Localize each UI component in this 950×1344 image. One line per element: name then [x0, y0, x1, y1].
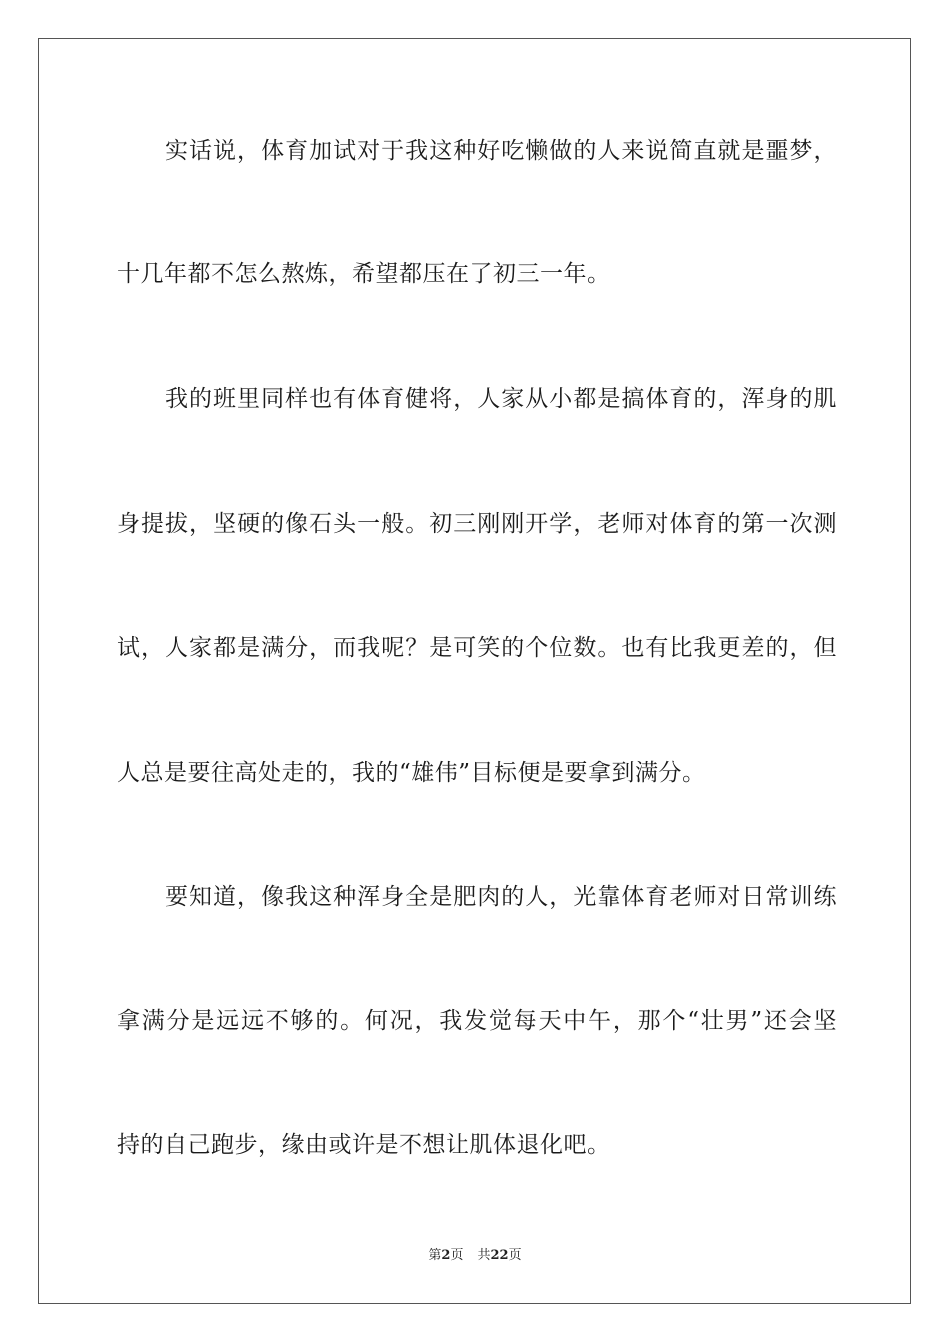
paragraph-2-line-1: 我的班里同样也有体育健将，人家从小都是搞体育的，浑身的肌 — [165, 386, 837, 412]
total-prefix: 共 — [477, 1248, 491, 1263]
paragraph-3-line-1: 要知道，像我这种浑身全是肥肉的人，光靠体育老师对日常训练 — [165, 884, 837, 910]
page-suffix: 页 — [450, 1248, 464, 1263]
paragraph-2-line-4: 人总是要往高处走的，我的“雄伟”目标便是要拿到满分。 — [117, 760, 706, 786]
paragraph-2-line-3: 试，人家都是满分，而我呢？是可笑的个位数。也有比我更差的，但 — [117, 635, 837, 661]
paragraph-2-line-2: 身提拔，坚硬的像石头一般。初三刚刚开学，老师对体育的第一次测 — [117, 511, 837, 537]
paragraph-3-line-3: 持的自己跑步，缘由或许是不想让肌体退化吧。 — [117, 1132, 611, 1158]
page-number: 2 — [441, 1248, 451, 1263]
paragraph-1-line-1: 实话说，体育加试对于我这种好吃懒做的人来说简直就是噩梦， — [165, 138, 837, 164]
total-suffix: 页 — [508, 1248, 522, 1263]
paragraph-1-line-2: 十几年都不怎么熬炼，希望都压在了初三一年。 — [117, 261, 611, 287]
total-pages: 22 — [490, 1248, 509, 1263]
paragraph-3-line-2: 拿满分是远远不够的。何况，我发觉每天中午，那个“壮男”还会坚 — [117, 1008, 837, 1034]
page-border — [38, 38, 911, 1304]
page-footer — [0, 1248, 950, 1264]
page-prefix: 第 — [428, 1248, 442, 1263]
